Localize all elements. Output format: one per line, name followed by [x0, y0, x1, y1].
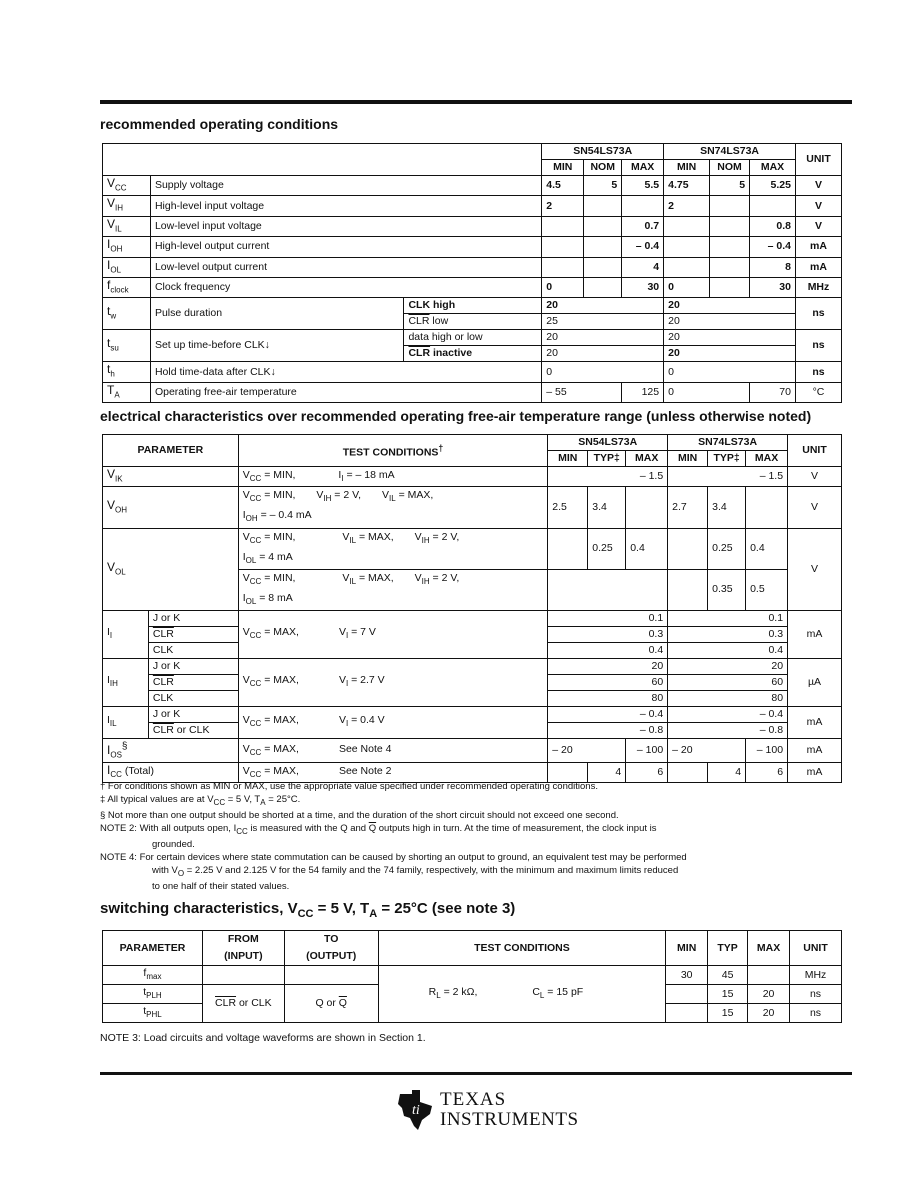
roc-row — [103, 277, 842, 297]
roc-row-nom1 — [584, 196, 622, 216]
roc-tsu-v2b: 20 — [664, 346, 796, 362]
roc-row-max1 — [622, 196, 664, 216]
sw-fmax-max — [748, 966, 790, 985]
sw-tplh-param: $t_{PLH}$ — [103, 985, 203, 1004]
note-2-cont: grounded. — [152, 838, 195, 850]
ec-icc-typ2: 4 — [708, 763, 746, 783]
roc-row-min2 — [664, 216, 710, 236]
roc-row-nom1 — [584, 257, 622, 277]
roc-row — [103, 176, 842, 196]
roc-row-unit: mA — [795, 257, 841, 277]
ec-vol-cond2: $V_{CC}$ = MIN, $V_{IL}$ = MAX, $V_{IH} = 2$ V, $I_{OL} = 8$ mA — [238, 569, 548, 610]
sw-tphl-unit: ns — [790, 1004, 842, 1023]
roc-row-max2: 5.25 — [750, 176, 796, 196]
ec-dev2: SN74LS73A — [668, 435, 788, 451]
sw-to-val: Q or $\overline{Q}$ — [284, 985, 378, 1023]
roc-row-max2: 30 — [750, 277, 796, 297]
ec-iih-pin: J or K — [148, 658, 238, 674]
ec-voh-max1 — [626, 487, 668, 528]
roc-row-symbol: $f_{clock}$ — [103, 277, 151, 297]
ec-ios-min2: – 20 — [668, 738, 746, 762]
ec-ii-max1: 0.4 — [548, 642, 668, 658]
roc-tw-v2a: 25 — [542, 314, 664, 330]
roc-row — [103, 196, 842, 216]
ec-vik-param: $V_{IK}$ — [103, 467, 239, 487]
sw-test-cond: $R_L = 2$ kΩ, $C_L = 15$ pF — [378, 966, 666, 1023]
roc-row-min1 — [542, 216, 584, 236]
roc-th-unit: ns — [795, 362, 841, 382]
ec-ios-max1: – 100 — [626, 738, 668, 762]
roc-heading: recommended operating conditions — [100, 116, 339, 132]
roc-row — [103, 216, 842, 236]
ec-vol-cond1: $V_{CC}$ = MIN, $V_{IL}$ = MAX, $V_{IH} = 2$ V, $I_{OL} = 4$ mA — [238, 528, 548, 569]
ec-icc-max2: 6 — [746, 763, 788, 783]
ec-vol-typ2: 0.25 — [708, 528, 746, 569]
ec-vol-param: $V_{OL}$ — [103, 528, 239, 610]
ec-icc-param: $I_{CC}$ (Total) — [103, 763, 239, 783]
texas-state-icon — [396, 1088, 436, 1132]
roc-tw-v1a: 20 — [542, 298, 664, 314]
ec-iil-max2: – 0.4 — [668, 706, 788, 722]
roc-tw-v2b: 20 — [664, 314, 796, 330]
note-3: NOTE 3: Load circuits and voltage waveforms are shown in Section 1. — [100, 1032, 426, 1044]
roc-nom-2: NOM — [710, 160, 750, 176]
roc-tw-desc: Pulse duration — [150, 298, 404, 330]
roc-row-min2 — [664, 237, 710, 257]
ec-icc-max1: 6 — [626, 763, 668, 783]
ec-voh-min1: 2.5 — [548, 487, 588, 528]
ec-ii-pin: CLK — [148, 642, 238, 658]
ec-ii-max2: 0.1 — [668, 610, 788, 626]
ec-iil-max1: – 0.4 — [548, 706, 668, 722]
roc-row-max1: 4 — [622, 257, 664, 277]
roc-row-min1 — [542, 257, 584, 277]
ec-min-2: MIN — [668, 451, 708, 467]
ec-ii-unit: mA — [788, 610, 842, 658]
ec-voh-min2: 2.7 — [668, 487, 708, 528]
roc-row-max2: 8 — [750, 257, 796, 277]
sw-heading: switching characteristics, $V_{CC} = 5$ V, $T_A = 25^\circ C$ (see note 3) — [100, 900, 516, 920]
ec-vol-min2 — [668, 528, 708, 569]
ec-vik-cond: $V_{CC}$ = MIN, $I_I$ = – 18 mA — [238, 467, 548, 487]
roc-row-max2 — [750, 196, 796, 216]
roc-row-max2: 0.8 — [750, 216, 796, 236]
roc-tsu-desc: Set up time-before CLK↓ — [150, 330, 404, 362]
roc-row-unit: V — [795, 196, 841, 216]
roc-tsu-symbol: $t_{su}$ — [103, 330, 151, 362]
roc-row-min2: 4.75 — [664, 176, 710, 196]
roc-row-min2: 2 — [664, 196, 710, 216]
note-4-cont2: to one half of their stated values. — [152, 880, 290, 892]
ec-voh-max2 — [746, 487, 788, 528]
roc-ta-desc: Operating free-air temperature — [150, 382, 541, 402]
roc-max-2: MAX — [750, 160, 796, 176]
ec-table — [102, 434, 842, 783]
roc-unit-header: UNIT — [795, 144, 841, 176]
logo-line2: INSTRUMENTS — [440, 1109, 579, 1130]
ec-iih-max1: 80 — [548, 690, 668, 706]
note-2: NOTE 2: With all outputs open, $I_{CC}$ is measured with the Q and $\overline{Q}$ outputs high in turn. At the time of measurement, the clock input is — [100, 822, 657, 836]
roc-row-desc: Low-level input voltage — [150, 216, 541, 236]
ec-iil-param: $I_{IL}$ — [103, 706, 149, 738]
ec-test-header: TEST CONDITIONS† — [238, 435, 548, 467]
ec-ii-max1: 0.3 — [548, 626, 668, 642]
ec-vik-max2: – 1.5 — [668, 467, 788, 487]
ec-iih-pin: CLK — [148, 690, 238, 706]
note-dagger: † For conditions shown as MIN or MAX, use the appropriate value specified under recommended operating conditions. — [100, 781, 598, 792]
roc-nom-1: NOM — [584, 160, 622, 176]
ec-ii-pin: J or K — [148, 610, 238, 626]
ec-iih-param: $I_{IH}$ — [103, 658, 149, 706]
roc-row-symbol: $I_{OL}$ — [103, 257, 151, 277]
ec-iih-max1: 20 — [548, 658, 668, 674]
roc-row-nom2 — [710, 216, 750, 236]
ec-unit-header: UNIT — [788, 435, 842, 467]
roc-row-min2 — [664, 257, 710, 277]
ec-vol-max2: 0.4 — [746, 528, 788, 569]
roc-row-nom2 — [710, 257, 750, 277]
ec-voh-typ1: 3.4 — [588, 487, 626, 528]
ec-ii-max2: 0.4 — [668, 642, 788, 658]
roc-tw-cond1: CLK high — [404, 298, 542, 314]
roc-tw-symbol: $t_w$ — [103, 298, 151, 330]
ec-ii-max1: 0.1 — [548, 610, 668, 626]
roc-row-nom2 — [710, 237, 750, 257]
note-section: § Not more than one output should be shorted at a time, and the duration of the short circuit should not exceed one second. — [100, 809, 619, 821]
ec-param-header: PARAMETER — [103, 435, 239, 467]
roc-row-symbol: $V_{IH}$ — [103, 196, 151, 216]
ec-iil-max1: – 0.8 — [548, 722, 668, 738]
ec-vol-unit: V — [788, 528, 842, 610]
roc-row-nom2 — [710, 196, 750, 216]
roc-tsu-cond2: $\overline{CLR}$ inactive — [404, 346, 542, 362]
ec-icc-typ1: 4 — [588, 763, 626, 783]
ti-logo — [396, 1088, 579, 1132]
roc-ta-f: 70 — [750, 382, 796, 402]
roc-row-max1: – 0.4 — [622, 237, 664, 257]
note-double-dagger: ‡ All typical values are at $V_{CC} = 5$ V, $T_A = 25^\circ C$. — [100, 794, 301, 807]
ec-max-1: MAX — [626, 451, 668, 467]
ec-iih-max1: 60 — [548, 674, 668, 690]
ec-icc-cond: $V_{CC}$ = MAX, See Note 2 — [238, 763, 548, 783]
ec-iil-unit: mA — [788, 706, 842, 738]
roc-dev1: SN54LS73A — [542, 144, 664, 160]
roc-row-max1: 0.7 — [622, 216, 664, 236]
sw-tplh-min — [666, 985, 708, 1004]
roc-dev2: SN74LS73A — [664, 144, 796, 160]
roc-row-desc: Supply voltage — [150, 176, 541, 196]
sw-param-header: PARAMETER — [103, 931, 203, 966]
ec-vol-max3: 0.5 — [746, 569, 788, 610]
roc-row-nom1 — [584, 216, 622, 236]
roc-row-min1: 2 — [542, 196, 584, 216]
roc-th-desc: Hold time-data after CLK↓ — [150, 362, 541, 382]
sw-unit-header: UNIT — [790, 931, 842, 966]
roc-table — [102, 143, 842, 403]
sw-fmax-from — [202, 966, 284, 985]
sw-from-val: $\overline{CLR}$ or CLK — [202, 985, 284, 1023]
roc-min-1: MIN — [542, 160, 584, 176]
roc-row-min2: 0 — [664, 277, 710, 297]
ec-ios-min1: – 20 — [548, 738, 626, 762]
roc-row-min1 — [542, 237, 584, 257]
sw-fmax-to — [284, 966, 378, 985]
sw-typ-header: TYP — [708, 931, 748, 966]
roc-row-unit: MHz — [795, 277, 841, 297]
roc-row — [103, 257, 842, 277]
ec-ios-max2: – 100 — [746, 738, 788, 762]
roc-tw-v1b: 20 — [664, 298, 796, 314]
ec-ios-cond: $V_{CC}$ = MAX, See Note 4 — [238, 738, 548, 762]
roc-row-nom1 — [584, 277, 622, 297]
roc-row-min1: 0 — [542, 277, 584, 297]
sw-table — [102, 930, 842, 1023]
roc-th-d: 0 — [664, 362, 796, 382]
roc-row-desc: Low-level output current — [150, 257, 541, 277]
sw-tplh-typ: 15 — [708, 985, 748, 1004]
ec-ii-pin: $\overline{CLR}$ — [148, 626, 238, 642]
roc-tw-unit: ns — [795, 298, 841, 330]
ec-vik-unit: V — [788, 467, 842, 487]
roc-row-nom2: 5 — [710, 176, 750, 196]
roc-min-2: MIN — [664, 160, 710, 176]
sw-fmax-param: $f_{max}$ — [103, 966, 203, 985]
roc-blank — [103, 144, 542, 176]
roc-row-desc: Clock frequency — [150, 277, 541, 297]
ec-iil-max2: – 0.8 — [668, 722, 788, 738]
sw-from-header: FROM (INPUT) — [202, 931, 284, 966]
ec-vol-typ1: 0.25 — [588, 528, 626, 569]
ec-vik-max1: – 1.5 — [548, 467, 668, 487]
roc-row-max1: 5.5 — [622, 176, 664, 196]
bottom-rule — [100, 1072, 852, 1075]
roc-row-symbol: $V_{IL}$ — [103, 216, 151, 236]
ec-vol-min1 — [548, 528, 588, 569]
ec-iih-max2: 20 — [668, 658, 788, 674]
roc-th-symbol: $t_h$ — [103, 362, 151, 382]
ec-ios-param: $I_{OS}^\S$ — [103, 738, 239, 762]
roc-ta-unit: °C — [795, 382, 841, 402]
sw-tphl-typ: 15 — [708, 1004, 748, 1023]
ec-voh-param: $V_{OH}$ — [103, 487, 239, 528]
roc-row-unit: V — [795, 176, 841, 196]
ec-iil-pin: J or K — [148, 706, 238, 722]
ec-ii-param: $I_I$ — [103, 610, 149, 658]
ec-vol-blank — [548, 569, 668, 610]
roc-row-symbol: $I_{OH}$ — [103, 237, 151, 257]
ec-iil-cond: $V_{CC}$ = MAX, $V_I = 0.4$ V — [238, 706, 548, 738]
roc-tsu-v1b: 20 — [664, 330, 796, 346]
roc-ta-d: 0 — [664, 382, 750, 402]
note-4: NOTE 4: For certain devices where state commutation can be caused by shorting an output to ground, an equivalent test may be performed — [100, 851, 687, 863]
ec-iil-pin: $\overline{CLR}$ or CLK — [148, 722, 238, 738]
sw-tphl-max: 20 — [748, 1004, 790, 1023]
sw-tplh-unit: ns — [790, 985, 842, 1004]
ec-dev1: SN54LS73A — [548, 435, 668, 451]
sw-min-header: MIN — [666, 931, 708, 966]
roc-row-unit: V — [795, 216, 841, 236]
ec-ii-row — [103, 610, 842, 626]
sw-tphl-min — [666, 1004, 708, 1023]
roc-row-max1: 30 — [622, 277, 664, 297]
ec-ios-unit: mA — [788, 738, 842, 762]
ec-iil-row — [103, 706, 842, 722]
ec-vol-max1: 0.4 — [626, 528, 668, 569]
roc-row-desc: High-level input voltage — [150, 196, 541, 216]
roc-row-nom1 — [584, 237, 622, 257]
ec-iih-max2: 80 — [668, 690, 788, 706]
sw-fmax-typ: 45 — [708, 966, 748, 985]
top-rule — [100, 100, 852, 104]
sw-fmax-unit: MHz — [790, 966, 842, 985]
ec-min-1: MIN — [548, 451, 588, 467]
sw-tphl-param: $t_{PHL}$ — [103, 1004, 203, 1023]
roc-tw-cond2: $\overline{CLR}$ low — [404, 314, 542, 330]
ec-iih-max2: 60 — [668, 674, 788, 690]
ec-vol-typ3: 0.35 — [708, 569, 746, 610]
roc-tsu-unit: ns — [795, 330, 841, 362]
sw-tplh-max: 20 — [748, 985, 790, 1004]
roc-tsu-v2a: 20 — [542, 346, 664, 362]
ec-ii-max2: 0.3 — [668, 626, 788, 642]
logo-line1: TEXAS — [440, 1089, 507, 1110]
ec-typ-1: TYP‡ — [588, 451, 626, 467]
sw-fmax-min: 30 — [666, 966, 708, 985]
ec-iih-row — [103, 658, 842, 674]
roc-ta-symbol: $T_A$ — [103, 382, 151, 402]
roc-row — [103, 237, 842, 257]
roc-ta-a: – 55 — [542, 382, 622, 402]
sw-to-header: TO (OUTPUT) — [284, 931, 378, 966]
ec-voh-typ2: 3.4 — [708, 487, 746, 528]
roc-ta-c: 125 — [622, 382, 664, 402]
ec-voh-cond: $V_{CC}$ = MIN, $V_{IH} = 2$ V, $V_{IL}$ = MAX, $I_{OH}$ = – 0.4 mA — [238, 487, 548, 528]
roc-th-a: 0 — [542, 362, 664, 382]
ec-iih-cond: $V_{CC}$ = MAX, $V_I = 2.7$ V — [238, 658, 548, 706]
ec-voh-unit: V — [788, 487, 842, 528]
ec-heading: electrical characteristics over recommended operating free-air temperature range (unless otherwise noted) — [100, 408, 812, 424]
ec-max-2: MAX — [746, 451, 788, 467]
svg-text:ti: ti — [412, 1103, 420, 1118]
ec-typ-2: TYP‡ — [708, 451, 746, 467]
roc-tsu-cond1: data high or low — [404, 330, 542, 346]
roc-tsu-v1a: 20 — [542, 330, 664, 346]
ec-icc-unit: mA — [788, 763, 842, 783]
roc-row-max2: – 0.4 — [750, 237, 796, 257]
sw-test-header: TEST CONDITIONS — [378, 931, 666, 966]
ec-iih-unit: µA — [788, 658, 842, 706]
roc-row-symbol: $V_{CC}$ — [103, 176, 151, 196]
roc-row-nom2 — [710, 277, 750, 297]
note-4-cont1: with $V_O = 2.25$ V and 2.125 V for the 54 family and the 74 family, respectively, with the minimum and maximum limits reduced — [152, 864, 679, 878]
roc-row-desc: High-level output current — [150, 237, 541, 257]
roc-row-min1: 4.5 — [542, 176, 584, 196]
roc-max-1: MAX — [622, 160, 664, 176]
roc-row-nom1: 5 — [584, 176, 622, 196]
sw-max-header: MAX — [748, 931, 790, 966]
ec-ii-cond: $V_{CC}$ = MAX, $V_I = 7$ V — [238, 610, 548, 658]
ec-iih-pin: $\overline{CLR}$ — [148, 674, 238, 690]
roc-row-unit: mA — [795, 237, 841, 257]
ec-vol-min3 — [668, 569, 708, 610]
footnotes — [100, 780, 840, 893]
